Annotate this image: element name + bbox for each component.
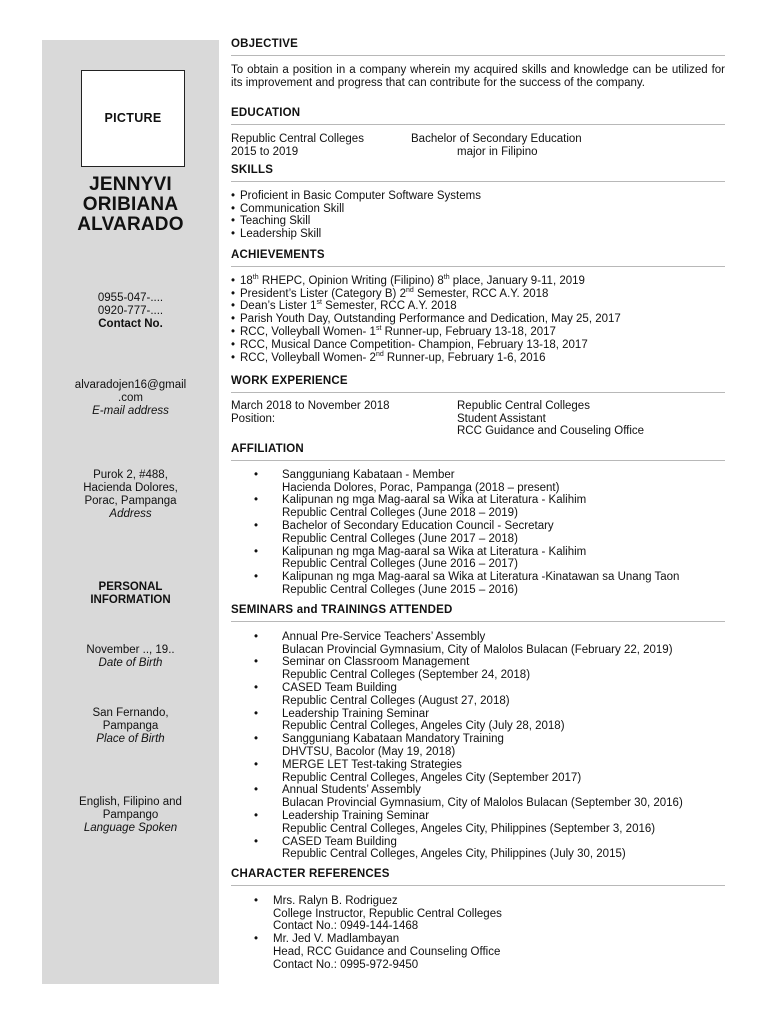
achievement-item: • Parish Youth Day, Outstanding Performance and Dedication, May 25, 2017 <box>231 313 725 326</box>
education-section <box>231 107 725 158</box>
seminar-item: • Seminar on Classroom Management Republic Central Colleges (September 24, 2018) <box>231 656 725 682</box>
degree-major: major in Filipino <box>457 145 538 158</box>
skills-title: SKILLS <box>231 164 274 176</box>
achievement-item: • RCC, Volleyball Women- 2nd Runner-up, February 1-6, 2016 <box>231 352 725 365</box>
personal-info-heading-line-1: PERSONAL <box>98 581 163 593</box>
seminar-item: • Leadership Training Seminar Republic Central Colleges, Angeles City (July 28, 2018) <box>231 708 725 734</box>
section-divider <box>231 621 725 622</box>
address-line-1: Purok 2, #488, <box>93 469 168 481</box>
work-office: RCC Guidance and Couseling Office <box>457 425 645 438</box>
skill-item: • Communication Skill <box>231 203 725 216</box>
skill-item: • Leadership Skill <box>231 228 725 241</box>
contact-caption: Contact No. <box>98 318 163 330</box>
birth-place-line-1: San Fernando, <box>92 707 169 719</box>
email-caption: E-mail address <box>92 405 169 417</box>
seminar-item: • MERGE LET Test-taking Strategies Republic Central Colleges, Angeles City (September 2017) <box>231 759 725 785</box>
achievements-list <box>231 275 725 365</box>
email-block <box>46 379 215 418</box>
seminars-title: SEMINARS and TRAININGS ATTENDED <box>231 604 453 616</box>
personal-info-heading <box>46 581 215 607</box>
reference-contact: Contact No.: 0949-144-1468 <box>273 920 419 933</box>
email-line-2: .com <box>118 392 143 404</box>
affiliation-item: • Kalipunan ng mga Mag-aaral sa Wika at Literatura -Kinatawan sa Unang Taon Republic Central Colleges (June 2015 – 2016) <box>231 571 725 597</box>
personal-info-heading-line-2: INFORMATION <box>90 594 171 606</box>
reference-contact: Contact No.: 0995-972-9450 <box>273 958 419 971</box>
middle-name: ORIBIANA <box>82 194 179 215</box>
reference-role: Head, RCC Guidance and Counseling Office <box>273 945 501 958</box>
languages-caption: Language Spoken <box>83 822 178 834</box>
degree-name: Bachelor of Secondary Education <box>411 132 582 145</box>
seminars-list <box>231 631 725 861</box>
birth-place-block <box>46 707 215 746</box>
email-line-1: alvaradojen16@gmail <box>74 379 187 391</box>
affiliation-item: • Kalipunan ng mga Mag-aaral sa Wika at Literatura - Kalihim Republic Central Colleges (June 2018 – 2019) <box>231 494 725 520</box>
birth-date-block <box>46 644 215 670</box>
birth-date-caption: Date of Birth <box>98 657 163 669</box>
seminar-item: • Annual Students’ Assembly Bulacan Provincial Gymnasium, City of Malolos Bulacan (September 30, 2016) <box>231 784 725 810</box>
seminar-item: • Sangguniang Kabataan Mandatory Training DHVTSU, Bacolor (May 19, 2018) <box>231 733 725 759</box>
achievement-item: • 18th RHEPC, Opinion Writing (Filipino) 8th place, January 9-11, 2019 <box>231 275 725 288</box>
address-line-3: Porac, Pampanga <box>84 495 177 507</box>
work-role: Student Assistant <box>457 412 546 425</box>
phone-number-1: 0955-047-.... <box>97 292 164 304</box>
affiliation-title: AFFILIATION <box>231 443 304 455</box>
first-name: JENNYVI <box>89 174 172 195</box>
languages-line-1: English, Filipino and <box>79 796 182 808</box>
section-divider <box>231 124 725 125</box>
reference-name: • Mr. Jed V. Madlambayan <box>273 933 400 946</box>
objective-text: To obtain a position in a company wherein my acquired skills and knowledge can be utilized for its improvement and progress that can contribute for the success of the company. <box>231 63 725 89</box>
reference-name: • Mrs. Ralyn B. Rodriguez <box>273 894 398 907</box>
birth-date-value: November .., 19.. <box>86 644 175 656</box>
skills-list <box>231 190 725 241</box>
section-divider <box>231 266 725 267</box>
work-company: Republic Central Colleges <box>457 399 590 412</box>
affiliation-list <box>231 469 725 597</box>
seminars-section <box>231 604 725 861</box>
address-block <box>46 469 215 521</box>
work-entry <box>231 400 725 438</box>
section-divider <box>231 181 725 182</box>
references-title: CHARACTER REFERENCES <box>231 868 390 880</box>
full-name <box>42 175 219 235</box>
languages-block <box>46 796 215 835</box>
achievement-item: • RCC, Musical Dance Competition- Champion, February 13-18, 2017 <box>231 339 725 352</box>
section-divider <box>231 392 725 393</box>
seminar-item: • Leadership Training Seminar Republic Central Colleges, Angeles City, Philippines (September 3, 2016) <box>231 810 725 836</box>
achievement-item: • President’s Lister (Category B) 2nd Semester, RCC A.Y. 2018 <box>231 288 725 301</box>
objective-section <box>231 38 725 89</box>
affiliation-item: • Sangguniang Kabataan - Member Hacienda Dolores, Porac, Pampanga (2018 – present) <box>231 469 725 495</box>
reference-item <box>231 933 725 971</box>
seminar-item: • CASED Team Building Republic Central Colleges, Angeles City, Philippines (July 30, 2015) <box>231 836 725 862</box>
skill-item: • Teaching Skill <box>231 215 725 228</box>
phone-number-2: 0920-777-.... <box>97 305 164 317</box>
contact-block <box>46 292 215 331</box>
photo-placeholder <box>81 70 185 167</box>
school-name: Republic Central Colleges <box>231 132 364 145</box>
birth-place-caption: Place of Birth <box>96 733 165 745</box>
school-years: 2015 to 2019 <box>231 145 299 158</box>
section-divider <box>231 460 725 461</box>
objective-title: OBJECTIVE <box>231 38 298 50</box>
address-caption: Address <box>109 508 152 520</box>
affiliation-section <box>231 443 725 597</box>
skills-section <box>231 164 725 241</box>
achievements-title: ACHIEVEMENTS <box>231 249 325 261</box>
seminar-item: • Annual Pre-Service Teachers’ Assembly Bulacan Provincial Gymnasium, City of Malolos Bulacan (February 22, 2019) <box>231 631 725 657</box>
seminar-item: • CASED Team Building Republic Central Colleges (August 27, 2018) <box>231 682 725 708</box>
address-line-2: Hacienda Dolores, <box>83 482 178 494</box>
affiliation-item: • Kalipunan ng mga Mag-aaral sa Wika at Literatura - Kalihim Republic Central Colleges (June 2016 – 2017) <box>231 546 725 572</box>
sidebar <box>42 40 219 984</box>
skill-item: • Proficient in Basic Computer Software Systems <box>231 190 725 203</box>
work-position-label: Position: <box>231 412 276 425</box>
section-divider <box>231 55 725 56</box>
achievements-section <box>231 249 725 364</box>
work-section <box>231 375 725 438</box>
reference-role: College Instructor, Republic Central Colleges <box>273 907 502 920</box>
education-entry <box>231 133 725 159</box>
birth-place-line-2: Pampanga <box>102 720 159 732</box>
achievement-item: • RCC, Volleyball Women- 1st Runner-up, February 13-18, 2017 <box>231 326 725 339</box>
work-title: WORK EXPERIENCE <box>231 375 348 387</box>
references-list <box>231 895 725 972</box>
affiliation-item: • Bachelor of Secondary Education Council - Secretary Republic Central Colleges (June 2017 – 2018) <box>231 520 725 546</box>
languages-line-2: Pampango <box>102 809 159 821</box>
education-title: EDUCATION <box>231 107 301 119</box>
work-period: March 2018 to November 2018 <box>231 399 390 412</box>
achievement-item: • Dean’s Lister 1st Semester, RCC A.Y. 2018 <box>231 300 725 313</box>
references-section <box>231 868 725 972</box>
photo-label: PICTURE <box>104 111 162 125</box>
section-divider <box>231 885 725 886</box>
reference-item <box>231 895 725 933</box>
last-name: ALVARADO <box>77 214 184 235</box>
